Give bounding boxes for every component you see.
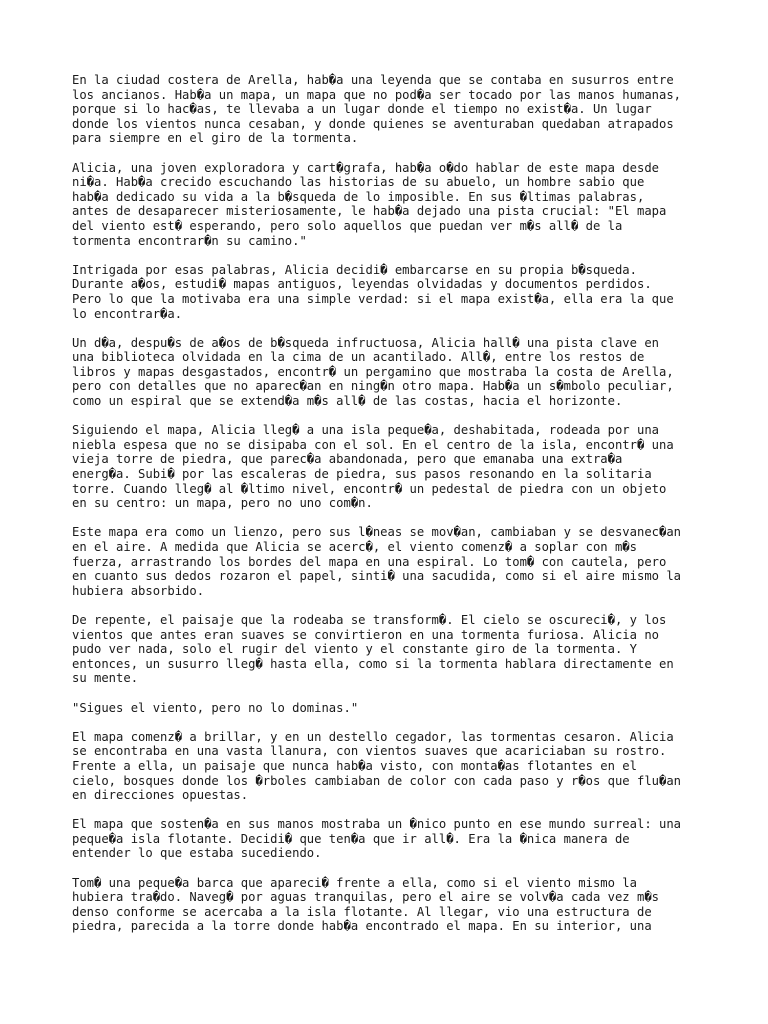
paragraph-6: Este mapa era como un lienzo, pero sus l�neas se mov�an, cambiaban y se desvanec�an en el aire. A medida que Alicia se acerc�, el viento comenz� a soplar con m�s fuerza, arrastrando los bordes del mapa en una espiral. Lo tom� con cautela, pero en cuanto sus dedos rozaron el papel, sinti� una sacudida, como si el aire mismo la hubiera absorbido. [72, 525, 682, 598]
paragraph-2: Alicia, una joven exploradora y cart�grafa, hab�a o�do hablar de este mapa desde ni�a. Hab�a crecido escuchando las historias de su abuelo, un hombre sabio que hab�a dedicado su vida a la b�squeda de lo imposible. En sus �ltimas palabras, antes de desaparecer misteriosamente, le hab�a dejado una pista crucial: "El mapa del viento est� esperando, pero solo aquellos que puedan ver m�s all� de la tormenta encontrar�n su camino." [72, 160, 667, 248]
paragraph-3: Intrigada por esas palabras, Alicia decidi� embarcarse en su propia b�squeda. Durante a�os, estudi� mapas antiguos, leyendas olvidadas y documentos perdidos. Pero lo que la motivaba era una simple verdad: si el mapa exist�a, ella era la que lo encontrar�a. [72, 262, 674, 321]
document-page [72, 73, 712, 949]
paragraph-4: Un d�a, despu�s de a�os de b�squeda infructuosa, Alicia hall� una pista clave en una biblioteca olvidada en la cima de un acantilado. All�, entre los restos de libros y mapas desgastados, encontr� un pergamino que mostraba la costa de Arella, pero con detalles que no aparec�an en ning�n otro mapa. Hab�a un s�mbolo peculiar, como un espiral que se extend�a m�s all� de las costas, hacia el horizonte. [72, 335, 674, 409]
paragraph-8: "Sigues el viento, pero no lo dominas." [72, 700, 359, 715]
paragraph-10: El mapa que sosten�a en sus manos mostraba un �nico punto en ese mundo surreal: una peque�a isla flotante. Decidi� que ten�a que ir all�. Era la �nica manera de entender lo que estaba sucediendo. [72, 817, 682, 861]
paragraph-7: De repente, el paisaje que la rodeaba se transform�. El cielo se oscureci�, y los vientos que antes eran suaves se convirtieron en una tormenta furiosa. Alicia no pudo ver nada, solo el rugir del viento y el constante giro de la tormenta. Y entonces, un susurro lleg� hasta ella, como si la tormenta hablara directamente en su mente. [72, 612, 674, 686]
paragraph-9: El mapa comenz� a brillar, y en un destello cegador, las tormentas cesaron. Alicia se encontraba en una vasta llanura, con vientos suaves que acariciaban su rostro. Frente a ella, un paisaje que nunca hab�a visto, con monta�as flotantes en el cielo, bosques donde los �rboles cambiaban de color con cada paso y r�os que flu�an en direcciones opuestas. [72, 729, 682, 803]
paragraph-11: Tom� una peque�a barca que apareci� frente a ella, como si el viento mismo la hubiera tra�do. Naveg� por aguas tranquilas, pero el aire se volv�a cada vez m�s denso conforme se acercaba a la isla flotante. Al llegar, vio una estructura de piedra, parecida a la torre donde hab�a encontrado el mapa. En su interior, una [72, 875, 659, 934]
paragraph-5: Siguiendo el mapa, Alicia lleg� a una isla peque�a, deshabitada, rodeada por una niebla espesa que no se disipaba con el sol. En el centro de la isla, encontr� una vieja torre de piedra, que parec�a abandonada, pero que emanaba una extra�a energ�a. Subi� por las escaleras de piedra, sus pasos resonando en la solitaria torre. Cuando lleg� al �ltimo nivel, encontr� un pedestal de piedra con un objeto en su centro: un mapa, pero no uno com�n. [72, 423, 674, 511]
paragraph-1: En la ciudad costera de Arella, hab�a una leyenda que se contaba en susurros entre los ancianos. Hab�a un mapa, un mapa que no pod�a ser tocado por las manos humanas, porque si lo hac�as, te llevaba a un lugar donde el tiempo no exist�a. Un lugar donde los vientos nunca cesaban, y donde quienes se aventuraban quedaban atrapados para siempre en el giro de la tormenta. [72, 73, 682, 146]
